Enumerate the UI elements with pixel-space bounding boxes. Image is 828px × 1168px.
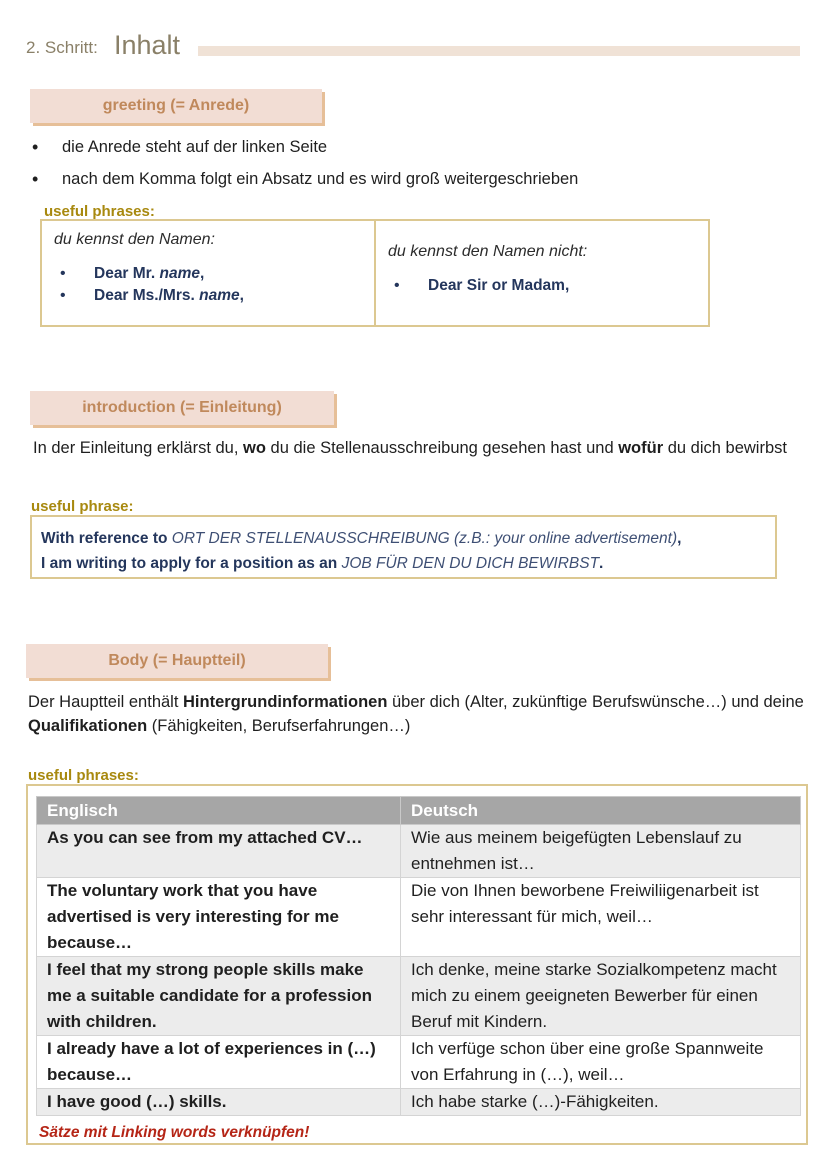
greeting-bullet-2: nach dem Komma folgt ein Absatz und es wird groß weitergeschrieben [62, 170, 579, 188]
english-phrase: I already have a lot of experiences in (…) because… [37, 1036, 401, 1089]
table-row [37, 878, 801, 957]
step-label: 2. Schritt: [26, 38, 98, 57]
introduction-useful-label: useful phrase: [31, 498, 134, 515]
english-phrase: I have good (…) skills. [37, 1089, 401, 1116]
bullet-icon: • [60, 287, 66, 304]
unknown-name-heading: du kennst den Namen nicht: [388, 243, 588, 260]
body-text: Der Hauptteil enthält Hintergrundinformationen über dich (Alter, zukünftige Berufswünsche…) und deine Qualifikationen (Fähigkeiten, Berufserfahrungen…) [28, 693, 804, 735]
table-row [37, 825, 801, 878]
known-name-list [54, 265, 374, 305]
english-phrase: The voluntary work that you have advertised is very interesting for me because… [37, 878, 401, 957]
german-phrase: Die von Ihnen beworbene Freiwiliigenarbeit ist sehr interessant für mich, weil… [401, 878, 801, 957]
greeting-useful-label: useful phrases: [44, 203, 155, 220]
introduction-phrase-box [30, 515, 777, 579]
step-title: Inhalt [114, 30, 181, 60]
english-phrase: I feel that my strong people skills make me a suitable candidate for a profession with children. [37, 957, 401, 1036]
unknown-name-cell [376, 221, 708, 325]
known-name-heading: du kennst den Namen: [54, 231, 215, 248]
bullet-icon: • [32, 137, 39, 157]
greeting-bullets [32, 135, 812, 191]
list-item [32, 135, 812, 159]
list-item [388, 277, 708, 295]
known-salutation-2: Dear Ms./Mrs. name, [94, 287, 244, 304]
unknown-salutation: Dear Sir or Madam, [428, 277, 570, 294]
introduction-tab: introduction (= Einleitung) [30, 391, 334, 425]
linking-words-note: Sätze mit Linking words verknüpfen! [39, 1124, 310, 1141]
greeting-phrases-box [40, 219, 710, 327]
bullet-icon: • [60, 265, 66, 282]
german-phrase: Ich verfüge schon über eine große Spannweite von Erfahrung in (…), weil… [401, 1036, 801, 1089]
german-phrase: Ich denke, meine starke Sozialkompetenz macht mich zu einem geeigneten Bewerber für einen Beruf mit Kindern. [401, 957, 801, 1036]
list-item [54, 287, 374, 305]
introduction-text: In der Einleitung erklärst du, wo du die Stellenausschreibung gesehen hast und wofür du dich bewirbst [33, 439, 787, 457]
known-name-cell [42, 221, 376, 325]
bullet-icon: • [394, 277, 400, 294]
german-phrase: Wie aus meinem beigefügten Lebenslauf zu entnehmen ist… [401, 825, 801, 878]
table-row [37, 1036, 801, 1089]
column-header-english: Englisch [37, 797, 401, 825]
column-header-german: Deutsch [401, 797, 801, 825]
table-row [37, 957, 801, 1036]
list-item [32, 167, 812, 191]
body-useful-label: useful phrases: [28, 767, 139, 784]
bullet-icon: • [32, 169, 39, 189]
list-item [54, 265, 374, 283]
body-phrases-box [26, 784, 808, 1145]
introduction-phrase-line-1: With reference to ORT DER STELLENAUSSCHREIBUNG (z.B.: your online advertisement), [41, 530, 682, 547]
greeting-tab: greeting (= Anrede) [30, 89, 322, 123]
english-phrase: As you can see from my attached CV… [37, 825, 401, 878]
body-tab: Body (= Hauptteil) [26, 644, 328, 678]
phrases-table [36, 796, 801, 1116]
known-salutation-1: Dear Mr. name, [94, 265, 205, 282]
header-rule [198, 46, 800, 56]
table-header-row [37, 797, 801, 825]
table-row [37, 1089, 801, 1116]
introduction-phrase-line-2: I am writing to apply for a position as an JOB FÜR DEN DU DICH BEWIRBST. [41, 555, 604, 572]
greeting-bullet-1: die Anrede steht auf der linken Seite [62, 138, 328, 156]
german-phrase: Ich habe starke (…)-Fähigkeiten. [401, 1089, 801, 1116]
